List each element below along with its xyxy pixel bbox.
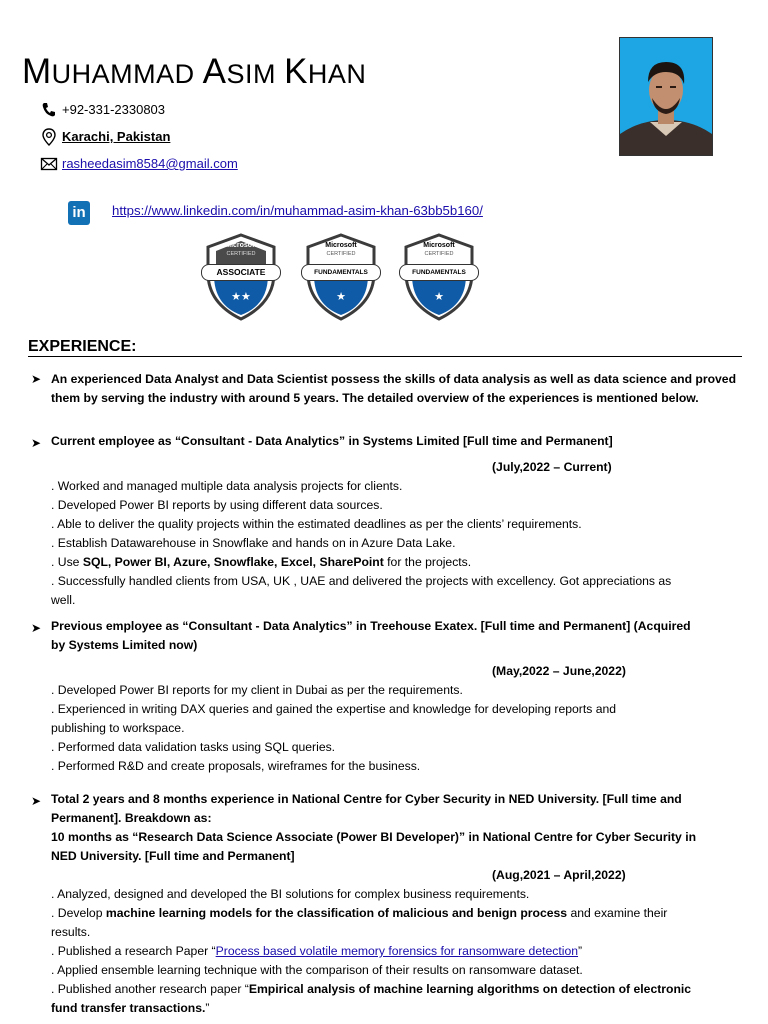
job1-line-1: . Worked and managed multiple data analysis projects for clients. [51,479,403,493]
job1-heading: Current employee as “Consultant - Data Analytics” in Systems Limited [Full time and Permanent] [51,434,613,448]
email-row [40,155,340,175]
profile-photo [619,37,713,156]
phone-row: +92-331-2330803 [40,101,340,121]
email-link[interactable]: rasheedasim8584@gmail.com [62,156,238,171]
job1-line-5: . Use SQL, Power BI, Azure, Snowflake, Excel, SharePoint for the projects. [51,555,472,569]
job2-heading: Previous employee as “Consultant - Data Analytics” in Treehouse Exatex. [Full time and Permanent] (Acquired [51,619,691,633]
job1-line-6: . Successfully handled clients from USA, UK , UAE and delivered the projects with excellency. Got appreciations as [51,574,672,588]
job3-line-5-cont: fund transfer transactions.” [51,1001,210,1015]
job2-line-2: . Experienced in writing DAX queries and gained the expertise and knowledge for developing reports and [51,702,617,716]
job3-line-2-cont: results. [51,925,91,939]
location-pin-icon [40,128,58,146]
job3-line-3: . Published a research Paper “Process based volatile memory forensics for ransomware detection” [51,944,583,958]
job3-line-2: . Develop machine learning models for the classification of malicious and benign process and examine their [51,906,668,920]
job1-dates: (July,2022 – Current) [492,460,612,474]
job2-line-4: . Performed R&D and create proposals, wireframes for the business. [51,759,421,773]
phone-icon [40,101,58,119]
job1-line-2: . Developed Power BI reports by using different data sources. [51,498,383,512]
job3-dates: (Aug,2021 – April,2022) [492,868,626,882]
intro-paragraph: An experienced Data Analyst and Data Scientist possess the skills of data analysis as well as data science and proved them by serving the industry with around 5 years. The detailed overview of the experiences is mentioned below. [51,372,737,405]
job3-line-1: . Analyzed, designed and developed the BI solutions for complex business requirements. [51,887,530,901]
job1-line-4: . Establish Datawarehouse in Snowflake and hands on in Azure Data Lake. [51,536,456,550]
job3-role: 10 months as “Research Data Science Associate (Power BI Developer)” in National Centre for Cyber Security in [51,830,697,844]
linkedin-link[interactable]: https://www.linkedin.com/in/muhammad-asim-khan-63bb5b160/ [112,203,483,218]
linkedin-icon[interactable]: in [68,201,90,225]
job3-role-cont: NED University. [Full time and Permanent] [51,849,295,863]
section-divider [28,356,742,357]
bullet-icon: ➤ [31,621,42,635]
section-title-experience: EXPERIENCE: [28,338,137,355]
job3-heading-cont: Permanent]. Breakdown as: [51,811,212,825]
job3-line-4: . Applied ensemble learning technique with the comparison of their results on ransomware dataset. [51,963,583,977]
job3-line-5: . Published another research paper “Empirical analysis of machine learning algorithms on detection of electronic [51,982,692,996]
job2-line-3: . Performed data validation tasks using SQL queries. [51,740,336,754]
job2-heading-cont: by Systems Limited now) [51,638,198,652]
job3-heading: Total 2 years and 8 months experience in National Centre for Cyber Security in NED University. [Full time and [51,792,682,806]
location-row: Karachi, Pakistan [40,128,340,148]
bullet-icon: ➤ [31,436,42,450]
job2-line-1: . Developed Power BI reports for my client in Dubai as per the requirements. [51,683,463,697]
bullet-icon: ➤ [31,794,42,808]
job2-line-2-cont: publishing to workspace. [51,721,185,735]
job1-line-3: . Able to deliver the quality projects within the estimated deadlines as per the clients’ requirements. [51,517,582,531]
job1-line-6-cont: well. [51,593,76,607]
job2-dates: (May,2022 – June,2022) [492,664,626,678]
candidate-name: MUHAMMAD ASIM KHAN [22,52,367,91]
badge-associate: Microsoft CERTIFIED ASSOCIATE ★★ [200,233,282,321]
paper-link[interactable]: Process based volatile memory forensics for ransomware detection [215,944,579,958]
envelope-icon [40,155,58,173]
avatar-icon [620,38,712,155]
bullet-icon: ➤ [31,372,42,386]
badge-fundamentals-2: Microsoft CERTIFIED FUNDAMENTALS ★ [398,233,480,321]
badge-fundamentals-1: Microsoft CERTIFIED FUNDAMENTALS ★ [300,233,382,321]
